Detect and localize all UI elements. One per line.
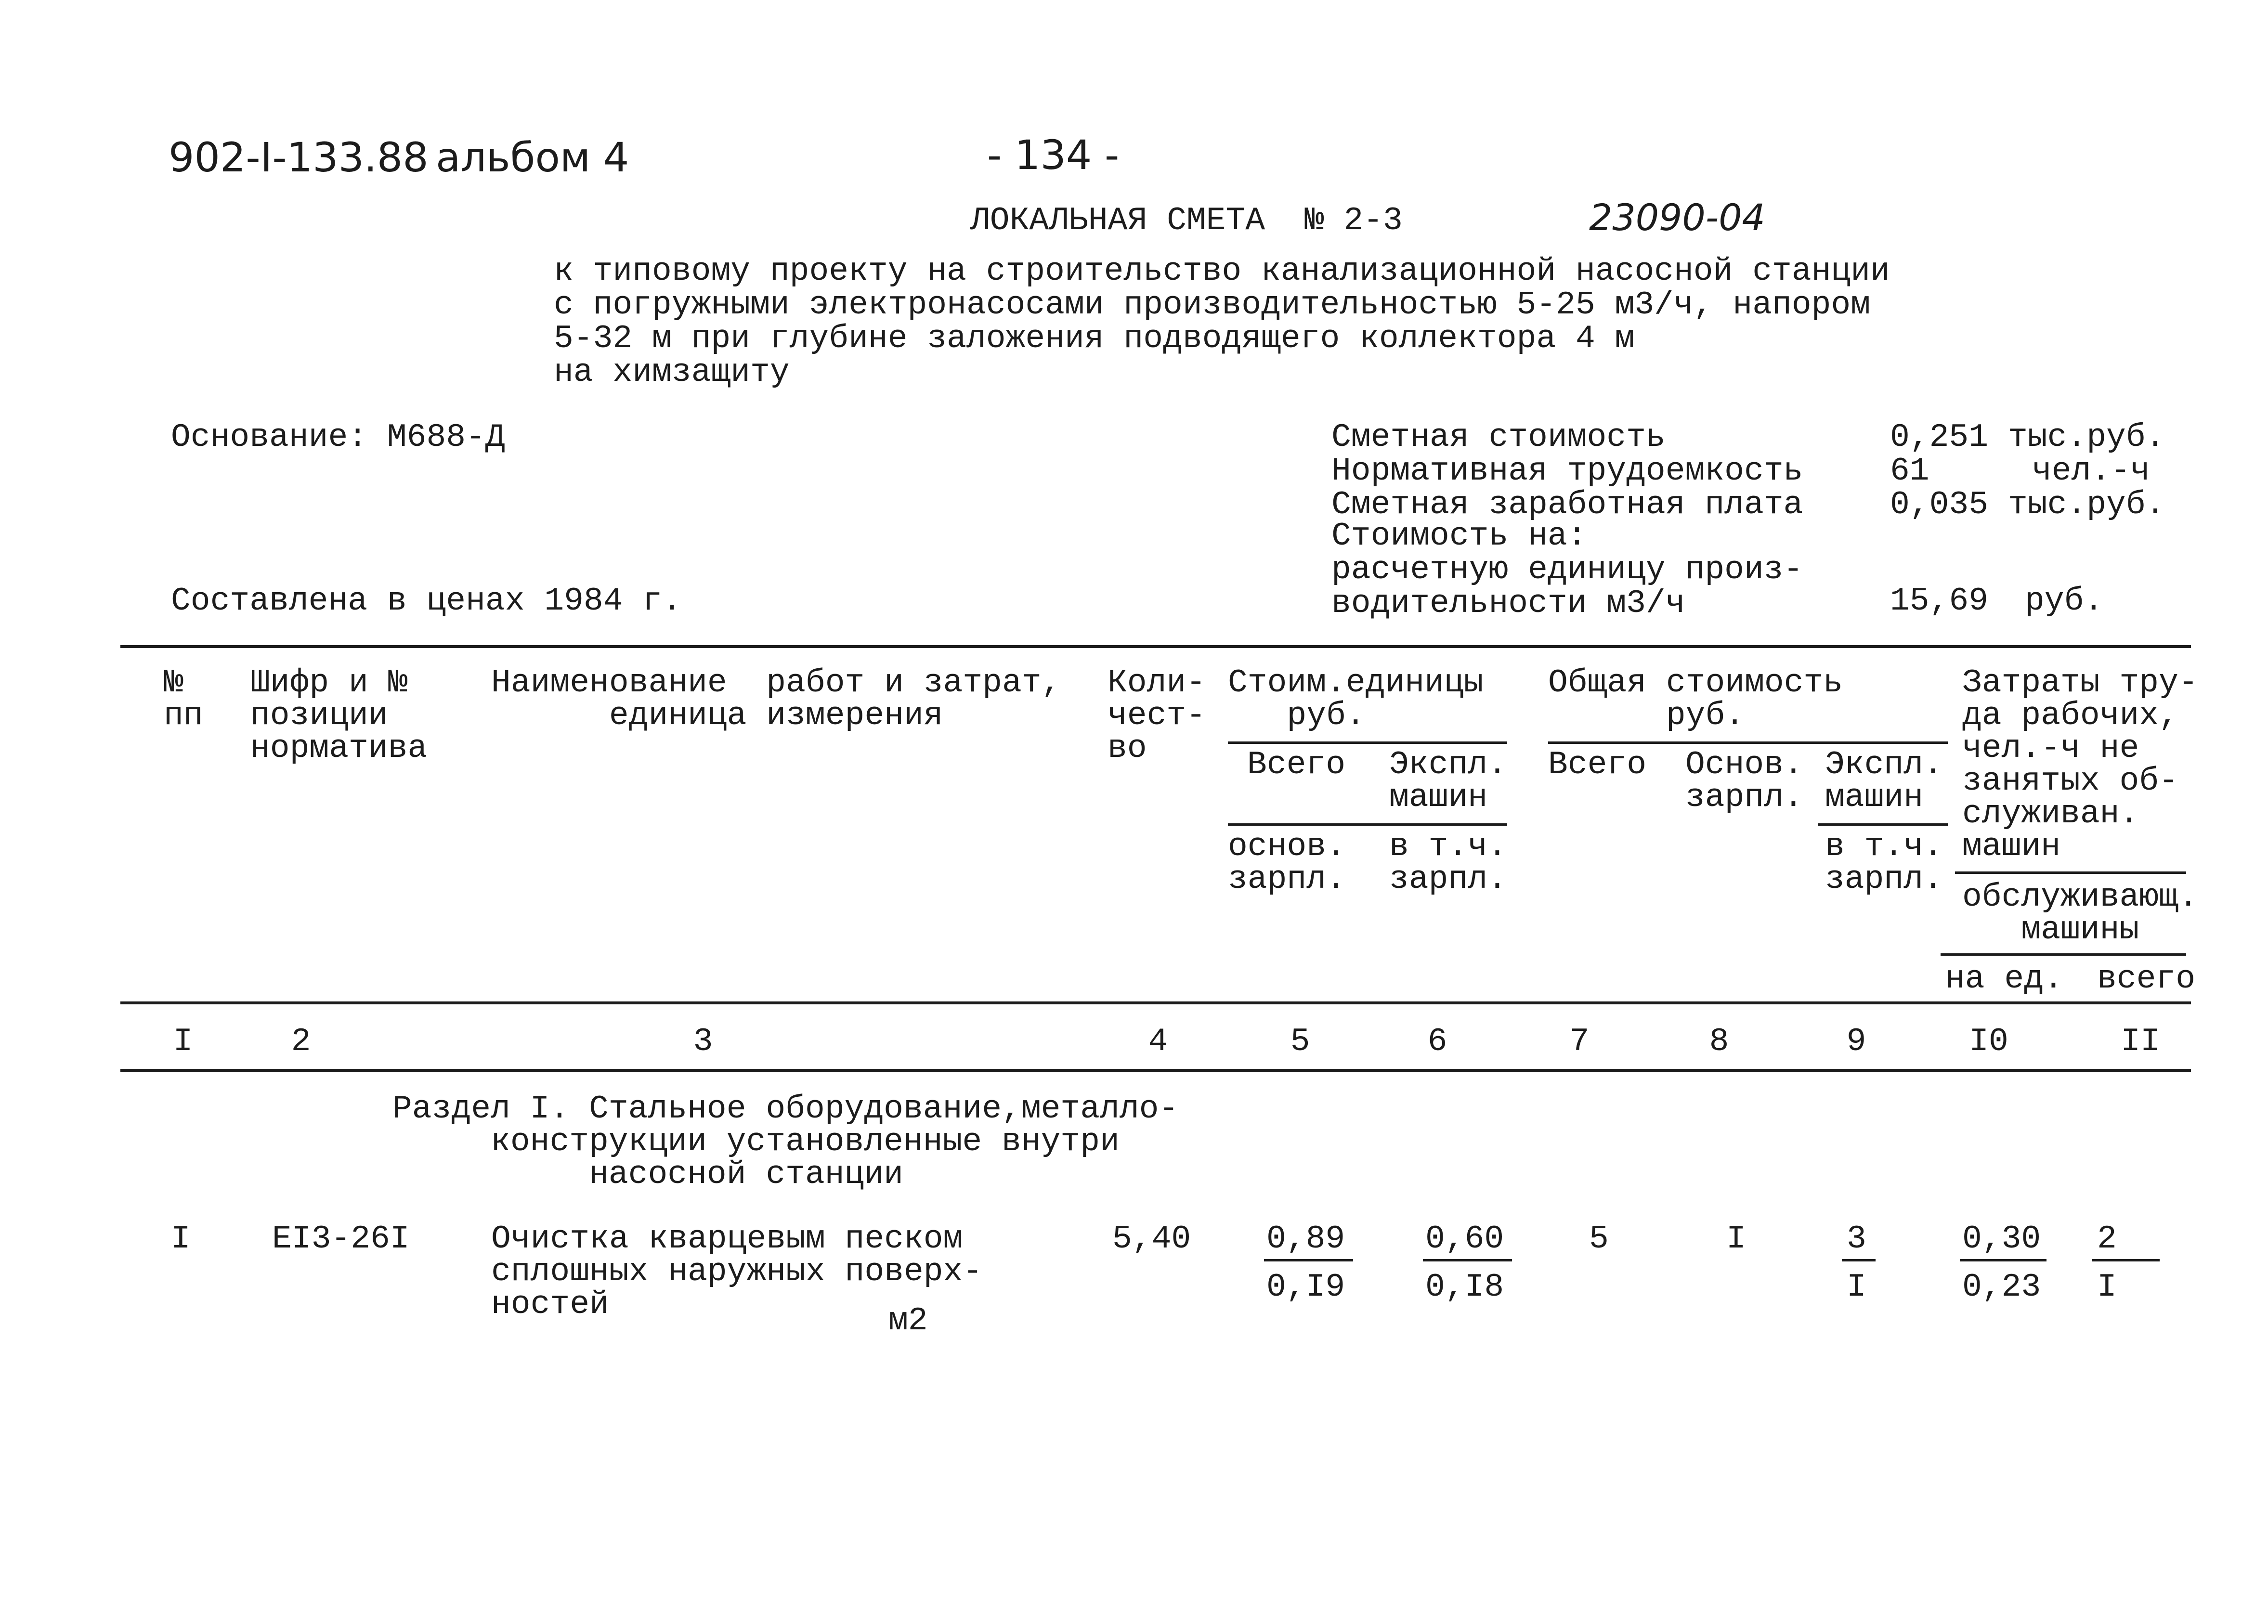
column-number-1: I <box>173 1023 193 1060</box>
row-unit-machine: 0,60 <box>1425 1221 1504 1258</box>
page-number: - 134 - <box>987 131 1120 179</box>
column-number-5: 5 <box>1290 1023 1310 1060</box>
header-quantity: Коли- чест- во <box>1108 664 1206 767</box>
column-number-11: II <box>2121 1023 2160 1060</box>
row-labor-total: 2 <box>2097 1221 2117 1258</box>
row-code: EI3-26I <box>272 1221 410 1258</box>
row-unit-total: 0,89 <box>1266 1221 1345 1258</box>
column-number-4: 4 <box>1148 1023 1168 1060</box>
prices-label: Составлена в ценах 1984 г. <box>171 583 682 620</box>
header-labor-serving: обслуживающ. машины <box>1962 879 2198 948</box>
row-labor-total-underline <box>2092 1259 2160 1261</box>
row-total-wage: I <box>1726 1221 1746 1258</box>
row-name: Очистка кварцевым песком сплошных наружных поверх- ностей <box>491 1221 983 1323</box>
estimate-code: 23090-04 <box>1589 196 1765 239</box>
row-quantity: 5,40 <box>1112 1221 1191 1258</box>
header-unit-cost: Стоим.единицы руб. <box>1228 664 1484 734</box>
table-top-rule <box>120 645 2191 648</box>
cost-per-label-1: Стоимость на: <box>1331 518 1587 555</box>
column-number-6: 6 <box>1427 1023 1447 1060</box>
estimated-cost-unit: тыс.руб. <box>2008 419 2165 456</box>
row-unit-machine-underline <box>1423 1259 1512 1261</box>
row-labor-per-unit-underline <box>1960 1259 2046 1261</box>
total-machine-subrule <box>1818 823 1948 826</box>
row-labor-total-serving: I <box>2097 1269 2117 1306</box>
column-number-7: 7 <box>1569 1023 1590 1060</box>
estimated-cost-label: Сметная стоимость <box>1331 419 1666 456</box>
row-unit-total-underline <box>1264 1259 1353 1261</box>
section-title: Раздел I. Стальное оборудование,металло- конструкции установленные внутри насосной станции <box>392 1091 1179 1193</box>
header-name: Наименование работ и затрат, единица измерения <box>491 664 1061 734</box>
header-code: Шифр и № позиции норматива <box>250 664 428 767</box>
document-code: 902-I-133.88 <box>169 134 429 181</box>
description-line-4: на химзащиту <box>554 354 790 391</box>
row-unit-wage: 0,I9 <box>1266 1269 1345 1306</box>
column-number-10: I0 <box>1969 1023 2008 1060</box>
row-total-machine: 3 <box>1847 1221 1866 1258</box>
header-labor: Затраты тру- да рабочих, чел.-ч не занятых об- служиван. машин <box>1962 664 2198 865</box>
row-labor-per-unit-serving: 0,23 <box>1962 1269 2041 1306</box>
description-line-2: с погружными электронасосами производительностью 5-25 м3/ч, напором <box>554 286 1871 324</box>
cost-per-label-2: расчетную единицу произ- <box>1331 551 1803 588</box>
header-total: всего <box>2097 961 2196 998</box>
labor-subrule <box>1941 953 2186 956</box>
cost-per-unit: руб. <box>2025 583 2104 620</box>
header-total-machine-wage: в т.ч. зарпл. <box>1825 828 1943 898</box>
total-cost-rule <box>1548 741 1948 744</box>
header-total-machine: Экспл. машин <box>1825 746 1943 816</box>
labor-unit: чел.-ч <box>2032 453 2150 490</box>
labor-label: Нормативная трудоемкость <box>1331 453 1803 490</box>
header-unit-machine: Экспл. машин <box>1389 746 1507 816</box>
cost-per-value: 15,69 <box>1890 583 1989 620</box>
column-number-9: 9 <box>1846 1023 1866 1060</box>
unit-cost-rule <box>1228 741 1507 744</box>
wage-value: 0,035 <box>1890 486 1989 523</box>
description-line-3: 5-32 м при глубине заложения подводящего коллектора 4 м <box>554 320 1635 357</box>
header-row-number: № пп <box>164 664 203 734</box>
wage-unit: тыс.руб. <box>2008 486 2165 523</box>
row-unit: м2 <box>888 1302 928 1339</box>
row-total-machine-wage: I <box>1847 1269 1866 1306</box>
header-per-unit: на ед. <box>1945 961 2063 998</box>
header-unit-machine-wage: в т.ч. зарпл. <box>1389 828 1507 898</box>
header-bottom-rule <box>120 1001 2191 1004</box>
unit-cost-subrule <box>1228 823 1507 826</box>
cost-per-label-3: водительности м3/ч <box>1331 585 1685 622</box>
basis-label: Основание: М688-Д <box>171 419 505 456</box>
row-total-all: 5 <box>1589 1221 1609 1258</box>
column-number-2: 2 <box>291 1023 311 1060</box>
album-label: альбом 4 <box>436 134 629 181</box>
header-unit-wage: основ. зарпл. <box>1228 828 1346 898</box>
column-number-8: 8 <box>1709 1023 1729 1060</box>
labor-value: 61 <box>1890 453 1929 490</box>
header-unit-total: Всего <box>1247 746 1346 783</box>
column-number-3: 3 <box>693 1023 713 1060</box>
row-number: I <box>171 1221 191 1258</box>
row-labor-per-unit: 0,30 <box>1962 1221 2041 1258</box>
header-total-all: Всего <box>1548 746 1647 783</box>
row-unit-machine-wage: 0,I8 <box>1425 1269 1504 1306</box>
row-total-machine-underline <box>1842 1259 1876 1261</box>
estimate-title: ЛОКАЛЬНАЯ СМЕТА № 2-3 <box>970 202 1403 239</box>
labor-rule <box>1955 871 2186 874</box>
header-total-cost: Общая стоимость руб. <box>1548 664 1843 734</box>
column-numbers-rule <box>120 1069 2191 1072</box>
wage-label: Сметная заработная плата <box>1331 486 1803 523</box>
description-line-1: к типовому проекту на строительство канализационной насосной станции <box>554 253 1890 290</box>
estimated-cost-value: 0,251 <box>1890 419 1989 456</box>
header-total-wage: Основ. зарпл. <box>1685 746 1803 816</box>
